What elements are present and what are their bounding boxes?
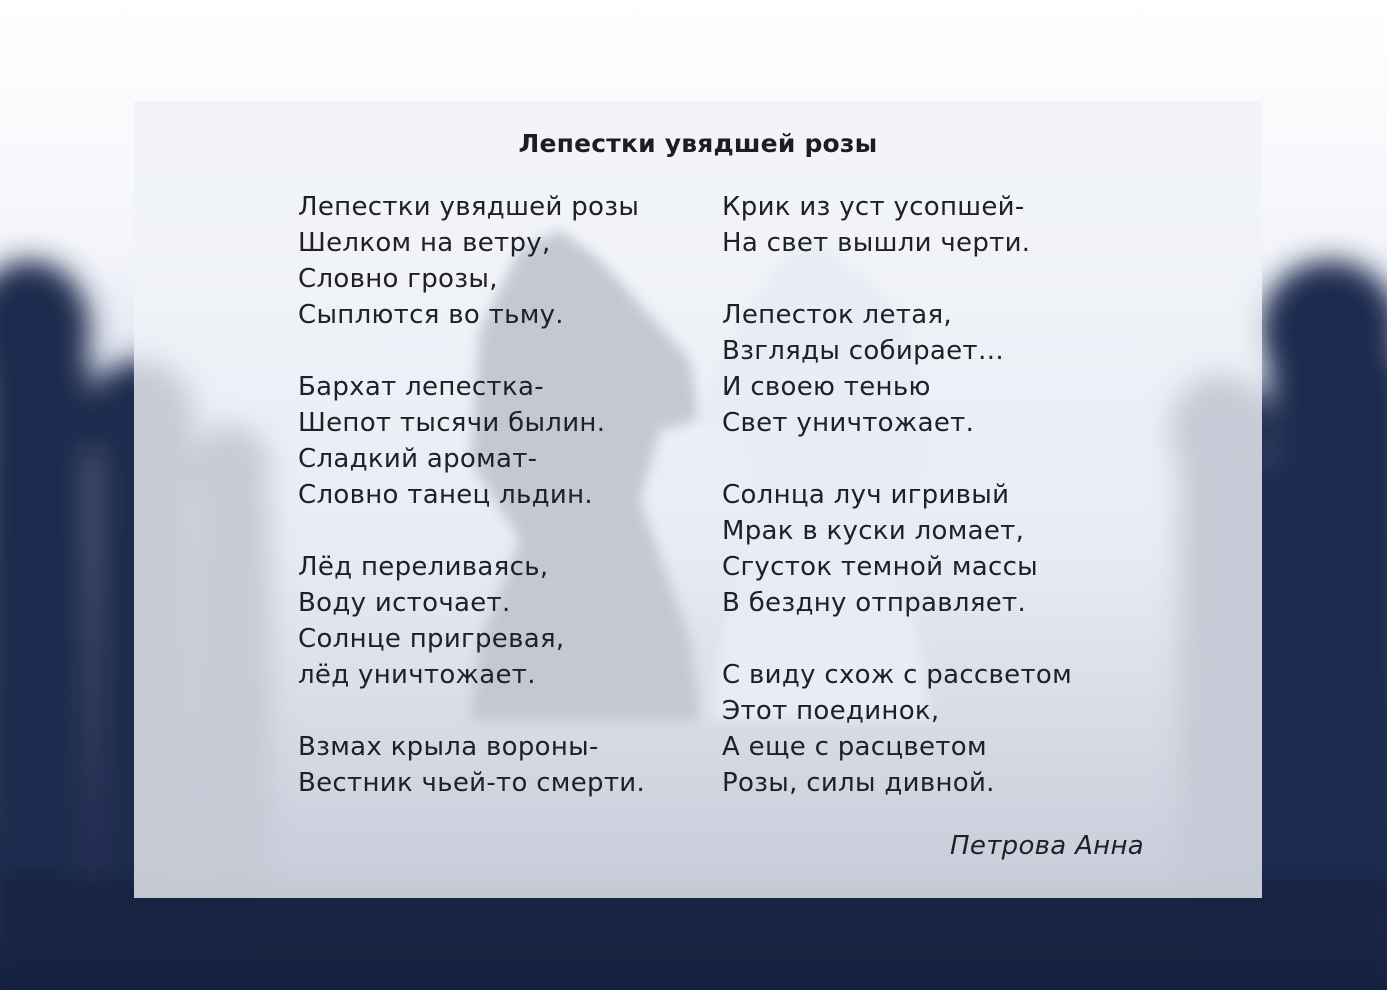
stanza <box>722 657 1072 801</box>
poem-line: Вестник чьей-то смерти. <box>298 768 646 798</box>
stanza <box>298 189 645 333</box>
poem-line: На свет вышли черти. <box>722 228 1031 258</box>
poem-line: Словно танец льдин. <box>298 480 593 510</box>
poem-line: Лёд переливаясь, <box>298 552 549 582</box>
poem-line: Лепестки увядшей розы <box>298 192 640 222</box>
poem-line: Этот поединок, <box>722 696 940 726</box>
stanza <box>722 189 1072 261</box>
poem-line: Крик из уст усопшей- <box>722 192 1025 222</box>
poem-line: Бархат лепестка- <box>298 372 544 402</box>
stanza <box>298 729 645 801</box>
poem-line: И своею тенью <box>722 372 931 402</box>
poem-line: С виду схож с рассветом <box>722 660 1073 690</box>
poem-title: Лепестки увядшей розы <box>518 129 878 158</box>
poem-line: Солнца луч игривый <box>722 480 1010 510</box>
poem-line: лёд уничтожает. <box>298 660 536 690</box>
poem-line: Сгусток темной массы <box>722 552 1039 582</box>
poem-line: Свет уничтожает. <box>722 408 975 438</box>
stanza <box>722 477 1072 621</box>
poem-line: А еще с расцветом <box>722 732 987 762</box>
poem-column-right <box>722 189 1072 837</box>
poem-line: Шепот тысячи былин. <box>298 408 606 438</box>
poem-column-left <box>298 189 645 837</box>
poem-line: Взмах крыла вороны- <box>298 732 599 762</box>
poem-line: Мрак в куски ломает, <box>722 516 1025 546</box>
poem-line: В бездну отправляет. <box>722 588 1027 618</box>
poem-author: Петрова Анна <box>950 831 1144 861</box>
poem-line: Розы, силы дивной. <box>722 768 995 798</box>
stanza <box>298 369 645 513</box>
poem-line: Словно грозы, <box>298 264 498 294</box>
stanza <box>722 297 1072 441</box>
poem-line: Сыплются во тьму. <box>298 300 564 330</box>
poem-line: Лепесток летая, <box>722 300 952 330</box>
stanza <box>298 549 645 693</box>
poem-line: Взгляды собирает… <box>722 336 1005 366</box>
poem-line: Шелком на ветру, <box>298 228 551 258</box>
poem-panel <box>134 101 1262 898</box>
poem-line: Сладкий аромат- <box>298 444 538 474</box>
poem-line: Солнце пригревая, <box>298 624 565 654</box>
poem-line: Воду источает. <box>298 588 511 618</box>
